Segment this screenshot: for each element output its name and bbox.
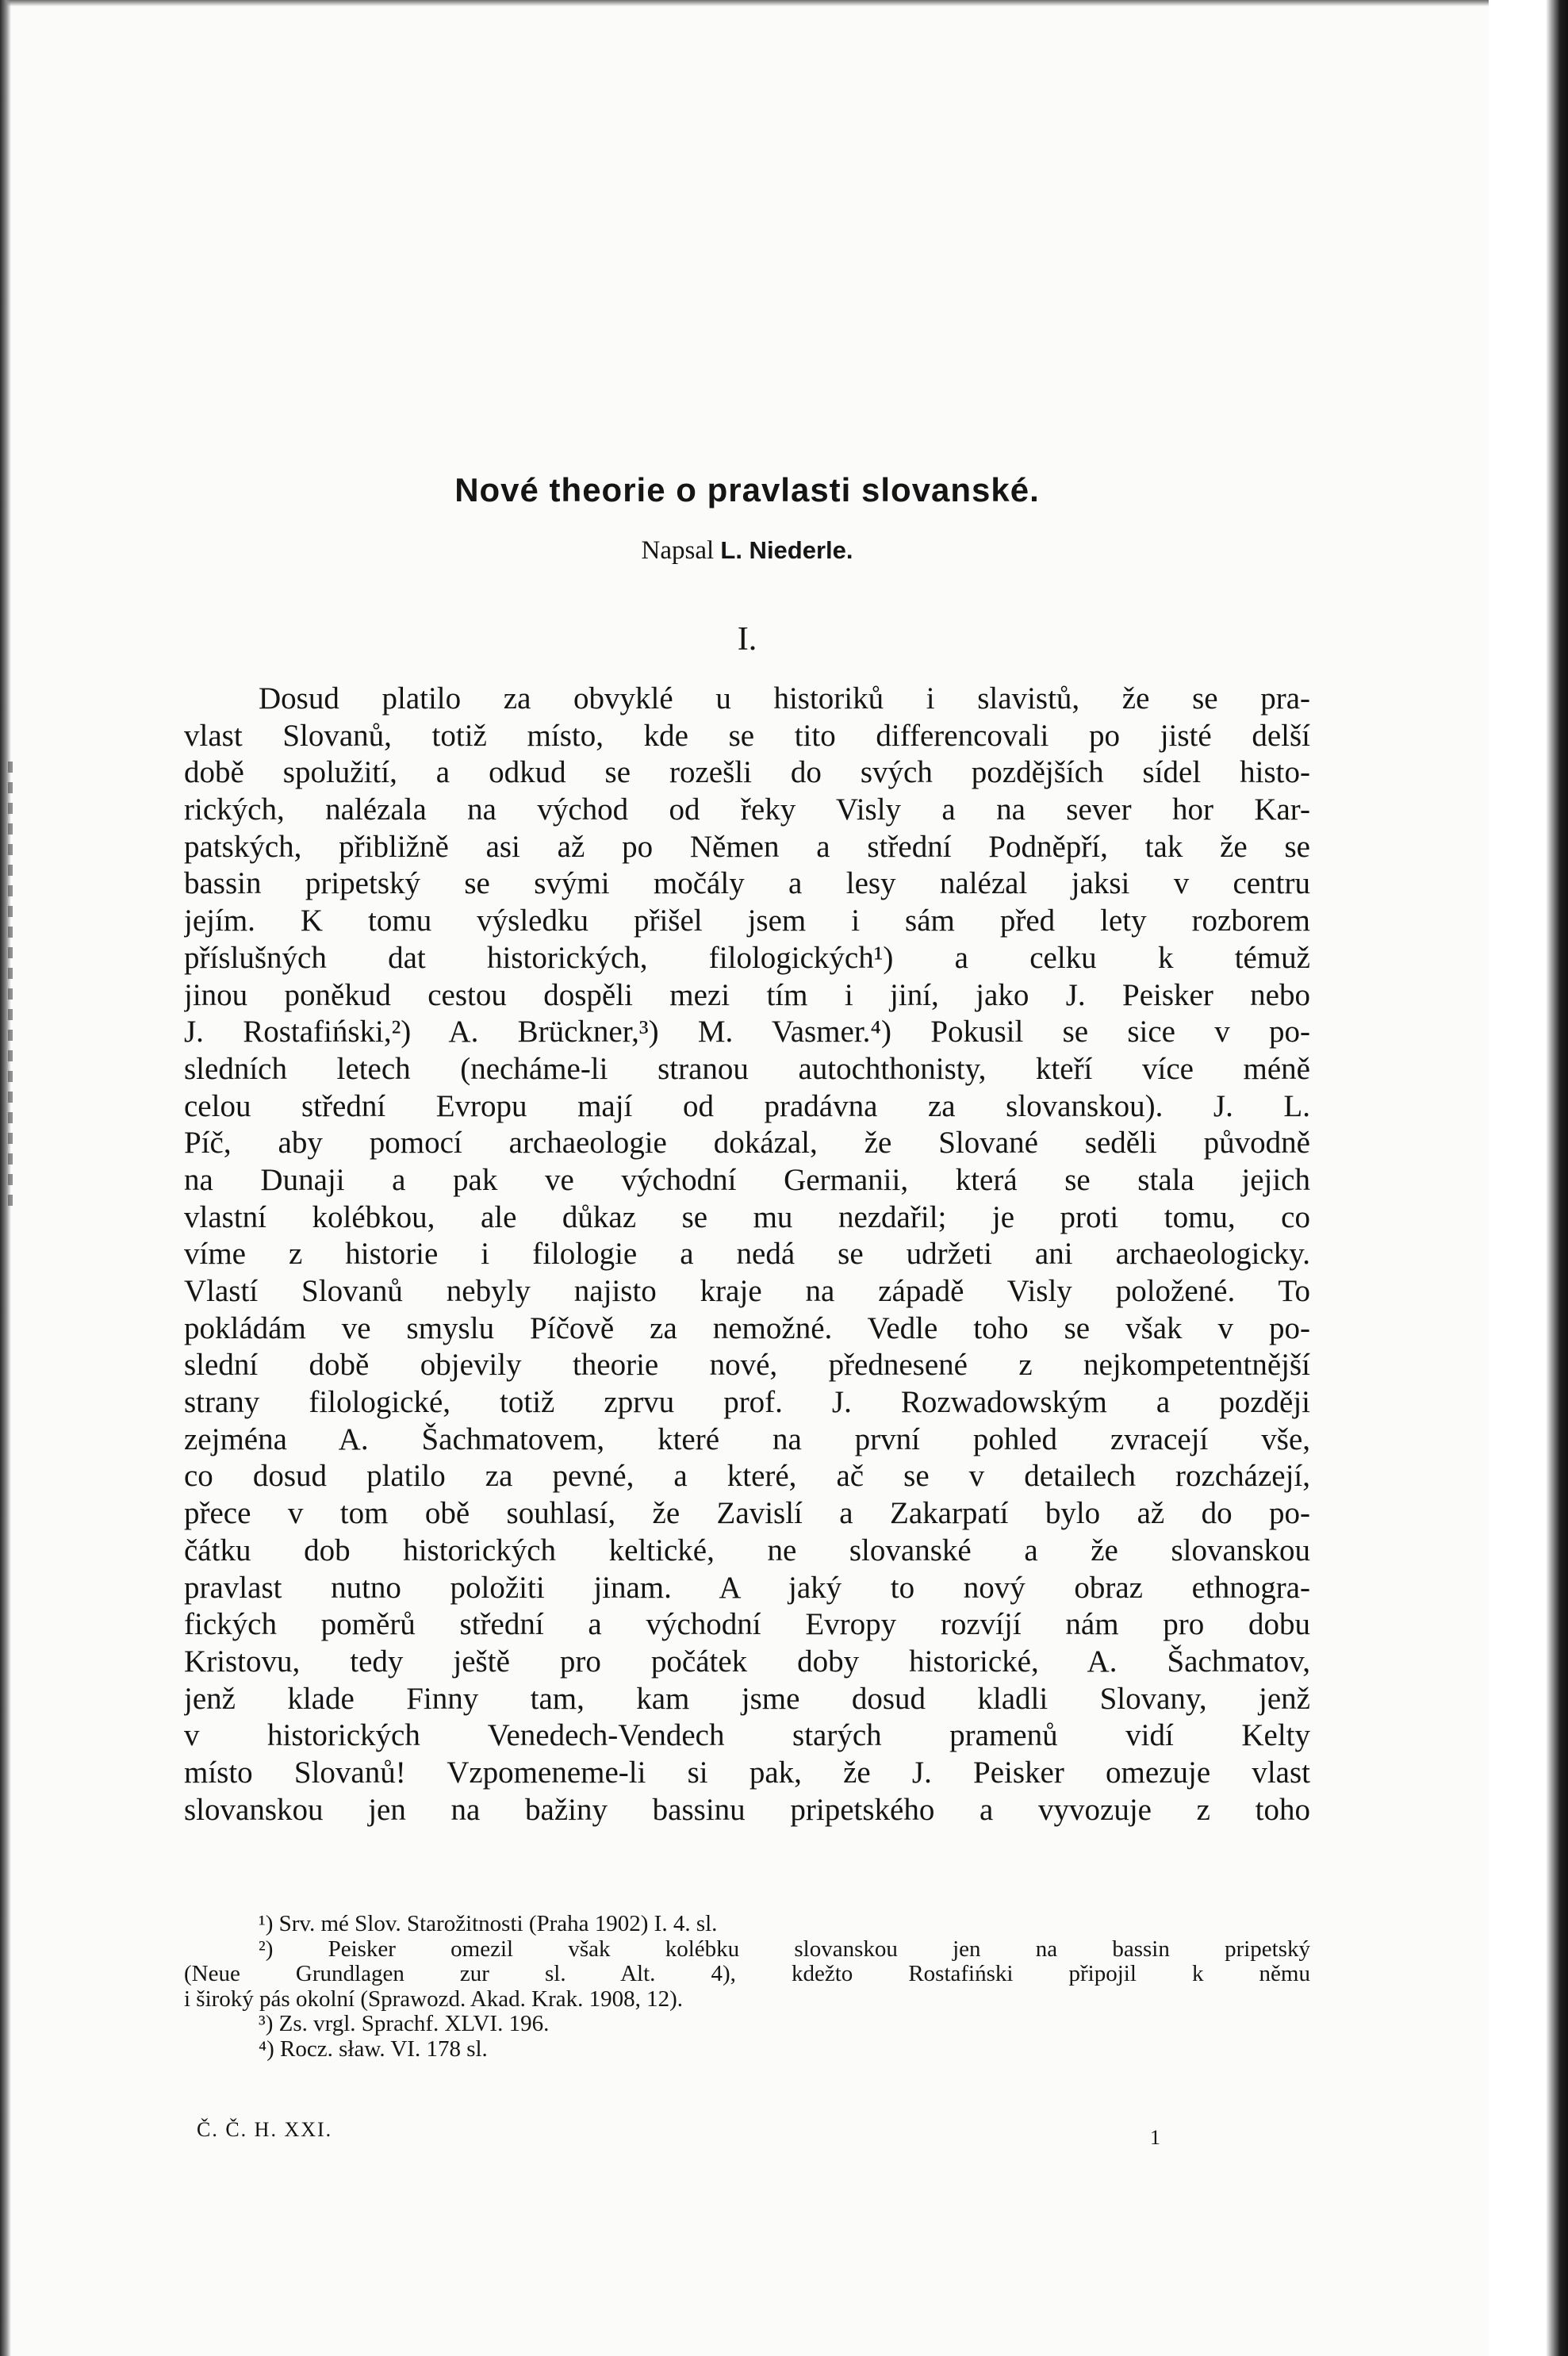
text-line: rických, nalézala na východ od řeky Visly a na sever hor Kar- — [184, 792, 1310, 827]
footnote-3: ³) Zs. vrgl. Sprachf. XLVI. 196. — [259, 2012, 550, 2036]
text-line: fických poměrů střední a východní Evropy rozvíjí nám pro dobu — [184, 1607, 1310, 1642]
text-line: Píč, aby pomocí archaeologie dokázal, že Slované seděli původně — [184, 1126, 1310, 1161]
text-line: celou střední Evropu mají od pradávna za slovanskou). J. L. — [184, 1088, 1310, 1123]
text-line: jinou poněkud cestou dospěli mezi tím i jiní, jako J. Peisker nebo — [184, 977, 1310, 1012]
text-line: bassin pripetský se svými močály a lesy nalézal jaksi v centru — [184, 866, 1310, 901]
document-page — [184, 0, 1310, 2356]
text-line: přece v tom obě souhlasí, že Zavislí a Zakarpatí bylo až do po- — [184, 1496, 1310, 1531]
scan-binding-mark — [8, 762, 13, 1206]
footnote-2: ²) Peisker omezil však kolébku slovanskou jen na bassin pripetský — [259, 1936, 1310, 1962]
text-line: víme z historie i filologie a nedá se udržeti ani archaeologicky. — [184, 1237, 1310, 1272]
text-line: Kristovu, tedy ještě pro počátek doby historické, A. Šachmatov, — [184, 1644, 1310, 1679]
text-line: vlastní kolébkou, ale důkaz se mu nezdařil; je proti tomu, co — [184, 1199, 1310, 1234]
text-line: na Dunaji a pak ve východní Germanii, která se stala jejich — [184, 1162, 1310, 1197]
text-line: čátku dob historických keltické, ne slovanské a že slovanskou — [184, 1533, 1310, 1567]
text-line: jejím. K tomu výsledku přišel jsem i sám před lety rozborem — [184, 904, 1310, 938]
text-line: době spolužití, a odkud se rozešli do svých pozdějších sídel histo- — [184, 755, 1310, 790]
text-line: Dosud platilo za obvyklé u historiků i slavistů, že se pra- — [259, 681, 1310, 716]
footnotes — [184, 1912, 1310, 2062]
footnote-2-continued: (Neue Grundlagen zur sl. Alt. 4), kdežto Rostafiński připojil k němu — [184, 1962, 1310, 1986]
footnote-1: ¹) Srv. mé Slov. Starožitnosti (Praha 1902) I. 4. sl. — [259, 1912, 718, 1936]
text-line: co dosud platilo za pevné, a které, ač se v detailech rozcházejí, — [184, 1459, 1310, 1494]
author-line — [184, 536, 1310, 566]
text-line: příslušných dat historických, filologických¹) a celku k témuž — [184, 940, 1310, 975]
footnote-2-continued: i široký pás okolní (Sprawozd. Akad. Krak. 1908, 12). — [184, 1986, 684, 2012]
text-line: strany filologické, totiž zprvu prof. J. Rozwadowským a později — [184, 1385, 1310, 1420]
author-name: L. Niederle. — [720, 536, 853, 564]
text-line: v historických Venedech-Vendech starých pramenů vidí Kelty — [184, 1718, 1310, 1753]
footnote-4: ⁴) Rocz. sław. VI. 178 sl. — [259, 2036, 488, 2062]
text-line: slední době objevily theorie nové, přednesené z nejkompetentnější — [184, 1348, 1310, 1383]
scan-right-edge — [1489, 0, 1568, 2356]
text-line: vlast Slovanů, totiž místo, kde se tito differencovali po jisté delší — [184, 718, 1310, 753]
text-line: jenž klade Finny tam, kam jsme dosud kladli Slovany, jenž — [184, 1681, 1310, 1716]
text-line: zejména A. Šachmatovem, které na první pohled zvracejí vše, — [184, 1422, 1310, 1456]
text-line: místo Slovanů! Vzpomeneme-li si pak, že J. Peisker omezuje vlast — [184, 1755, 1310, 1790]
signature-mark: Č. Č. H. XXI. — [197, 2118, 333, 2141]
text-line: Vlastí Slovanů nebyly najisto kraje na západě Visly položené. To — [184, 1274, 1310, 1308]
text-line: slovanskou jen na bažiny bassinu pripetského a vyvozuje z toho — [184, 1792, 1310, 1827]
page-title: Nové theorie o pravlasti slovanské. — [454, 471, 1040, 508]
text-line: pravlast nutno položiti jinam. A jaký to nový obraz ethnogra- — [184, 1570, 1310, 1605]
author-prefix: Napsal — [641, 536, 715, 565]
text-line: pokládám ve smyslu Píčově za nemožné. Vedle toho se však v po- — [184, 1310, 1310, 1345]
section-number: I. — [737, 621, 757, 658]
text-line: patských, přibližně asi až po Němen a střední Podněpří, tak že se — [184, 829, 1310, 864]
page-number: 1 — [1150, 2126, 1160, 2149]
body-paragraph — [184, 681, 1310, 1828]
text-line: sledních letech (necháme-li stranou autochthonisty, kteří více méně — [184, 1051, 1310, 1086]
text-line: J. Rostafiński,²) A. Brückner,³) M. Vasmer.⁴) Pokusil se sice v po- — [184, 1015, 1310, 1049]
